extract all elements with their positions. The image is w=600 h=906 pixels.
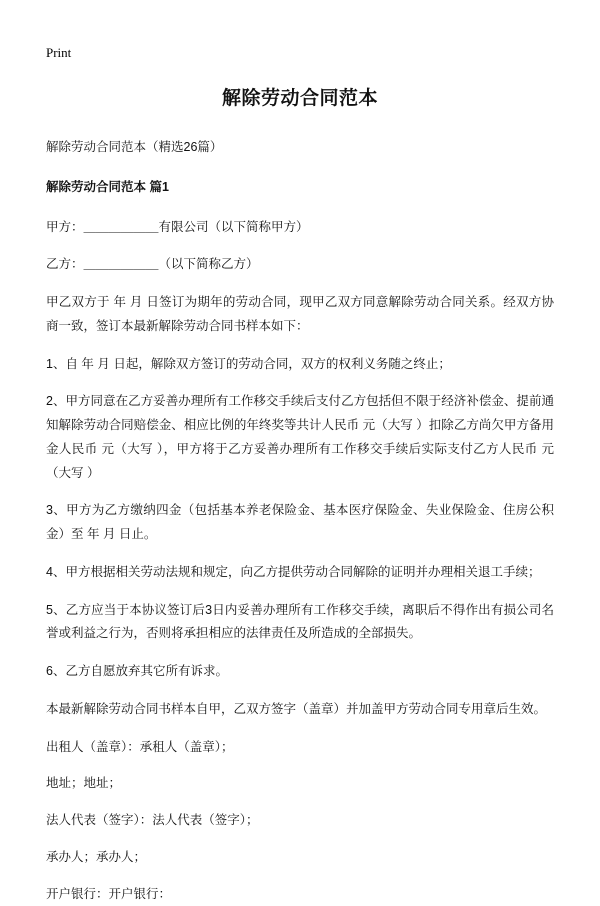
document-intro: 解除劳动合同范本（精选26篇） xyxy=(46,136,554,160)
signature-line-handler: 承办人；承办人； xyxy=(46,846,554,870)
signature-line-legal-rep: 法人代表（签字）：法人代表（签字）； xyxy=(46,809,554,833)
signature-line-address: 地址；地址； xyxy=(46,772,554,796)
paragraph-clause-1: 1、自 年 月 日起，解除双方签订的劳动合同，双方的权利义务随之终止； xyxy=(46,353,554,377)
signature-line-bank: 开户银行：开户银行： xyxy=(46,883,554,906)
paragraph-clause-5: 5、乙方应当于本协议签订后3日内妥善办理所有工作移交手续，离职后不得作出有损公司名誉或利益之行为，否则将承担相应的法律责任及所造成的全部损失。 xyxy=(46,599,554,647)
paragraph-clause-6: 6、乙方自愿放弃其它所有诉求。 xyxy=(46,660,554,684)
paragraph-clause-2: 2、甲方同意在乙方妥善办理所有工作移交手续后支付乙方包括但不限于经济补偿金、提前通知解除劳动合同赔偿金、相应比例的年终奖等共计人民币 元（大写 ）扣除乙方尚欠甲方备用金人民币 元（大写 ），甲方将于乙方妥善办理所有工作移交手续后实际支付乙方人民币 元（大写 ） xyxy=(46,390,554,485)
paragraph-party-a: 甲方：＿＿＿＿＿＿有限公司（以下简称甲方） xyxy=(46,216,554,240)
paragraph-preamble: 甲乙双方于 年 月 日签订为期年的劳动合同，现甲乙双方同意解除劳动合同关系。经双方协商一致，签订本最新解除劳动合同书样本如下： xyxy=(46,291,554,339)
signature-line-seal: 出租人（盖章）：承租人（盖章）； xyxy=(46,736,554,760)
paragraph-clause-3: 3、甲方为乙方缴纳四金（包括基本养老保险金、基本医疗保险金、失业保险金、住房公积金）至 年 月 日止。 xyxy=(46,499,554,547)
print-button[interactable]: Print xyxy=(46,45,71,61)
paragraph-effectiveness: 本最新解除劳动合同书样本自甲，乙双方签字（盖章）并加盖甲方劳动合同专用章后生效。 xyxy=(46,698,554,722)
section-title: 解除劳动合同范本 篇1 xyxy=(46,176,554,200)
page-title: 解除劳动合同范本 xyxy=(46,83,554,110)
paragraph-clause-4: 4、甲方根据相关劳动法规和规定，向乙方提供劳动合同解除的证明并办理相关退工手续； xyxy=(46,561,554,585)
paragraph-party-b: 乙方：＿＿＿＿＿＿（以下简称乙方） xyxy=(46,253,554,277)
